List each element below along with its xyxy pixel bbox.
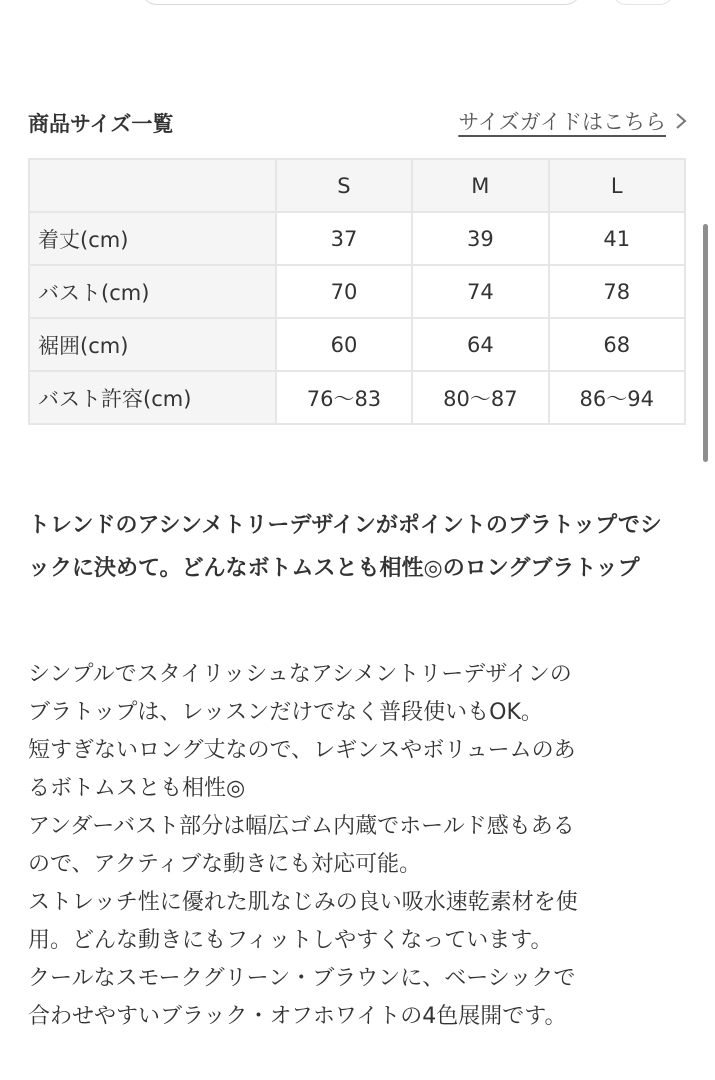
- chevron-right-icon: [674, 111, 688, 131]
- table-header-size-s: S: [276, 159, 412, 212]
- size-section-header: [28, 104, 688, 144]
- description-line: ストレッチ性に優れた肌なじみの良い吸水速乾素材を使: [28, 890, 578, 915]
- description-line: るボトムスとも相性◎: [28, 776, 246, 801]
- table-cell: 76〜83: [276, 371, 412, 424]
- product-description: [28, 656, 688, 1036]
- table-cell: 41: [549, 212, 685, 265]
- row-label: 裾囲(cm): [29, 318, 276, 371]
- header-button-remnant[interactable]: [612, 0, 674, 5]
- description-line: ので、アクティブな動きにも対応可能。: [28, 852, 422, 877]
- table-header-corner: [29, 159, 276, 212]
- table-header-size-m: M: [412, 159, 548, 212]
- description-line: シンプルでスタイリッシュなアシメントリーデザインの: [28, 662, 572, 687]
- row-label: 着丈(cm): [29, 212, 276, 265]
- description-line: アンダーバスト部分は幅広ゴム内蔵でホールド感もある: [28, 814, 575, 839]
- table-cell: 60: [276, 318, 412, 371]
- size-guide-link[interactable]: [458, 106, 688, 136]
- table-cell: 86〜94: [549, 371, 685, 424]
- size-guide-label[interactable]: サイズガイドはこちら: [458, 110, 666, 134]
- table-row: [29, 265, 685, 318]
- table-cell: 64: [412, 318, 548, 371]
- description-line: 短すぎないロング丈なので、レギンスやボリュームのあ: [28, 738, 576, 763]
- vertical-scrollbar[interactable]: [703, 224, 708, 462]
- table-header-size-l: L: [549, 159, 685, 212]
- row-label: バスト(cm): [29, 265, 276, 318]
- search-bar-remnant[interactable]: [140, 0, 582, 5]
- table-header-row: [29, 159, 685, 212]
- table-cell: 78: [549, 265, 685, 318]
- product-headline: トレンドのアシンメトリーデザインがポイントのブラトップでシックに決めて。どんなボトムスとも相性◎のロングブラトップ: [28, 513, 662, 581]
- description-line: クールなスモークグリーン・ブラウンに、ベーシックで: [28, 966, 576, 991]
- table-cell: 70: [276, 265, 412, 318]
- size-section-title: 商品サイズ一覧: [28, 112, 174, 136]
- row-label: バスト許容(cm): [29, 371, 276, 424]
- top-edge: [0, 0, 715, 8]
- table-cell: 74: [412, 265, 548, 318]
- description-line: 合わせやすいブラック・オフホワイトの4色展開です。: [28, 1004, 567, 1029]
- table-row: [29, 371, 685, 424]
- description-line: ブラトップは、レッスンだけでなく普段使いもOK。: [28, 700, 543, 725]
- table-cell: 37: [276, 212, 412, 265]
- table-row: [29, 212, 685, 265]
- description-line: 用。どんな動きにもフィットしやすくなっています。: [28, 928, 553, 953]
- table-cell: 39: [412, 212, 548, 265]
- table-row: [29, 318, 685, 371]
- table-cell: 68: [549, 318, 685, 371]
- table-cell: 80〜87: [412, 371, 548, 424]
- size-table: [28, 158, 686, 425]
